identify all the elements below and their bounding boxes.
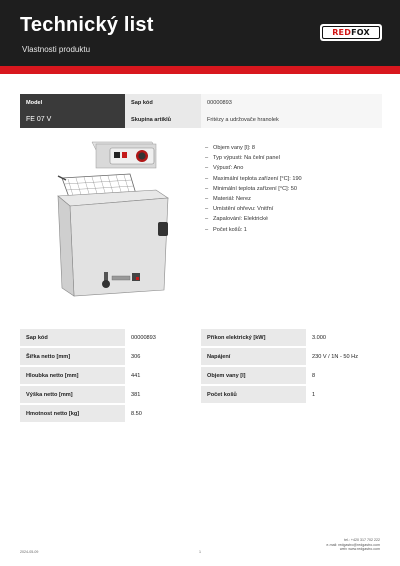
list-item: – Maximální teplota zařízení [°C]: 190	[205, 175, 302, 182]
spec-value: 1	[306, 386, 382, 403]
empty-cell	[201, 405, 306, 422]
table-row	[20, 367, 382, 384]
list-item: – Materiál: Nerez	[205, 195, 251, 202]
list-item: – Umístění ohřevu: Vnitřní	[205, 206, 274, 213]
spec-value: 8	[306, 367, 382, 384]
spec-value: 441	[125, 367, 201, 384]
logo-black-part: FOX	[351, 28, 370, 37]
page-subtitle: Vlastnosti produktu	[22, 45, 91, 54]
group-value: Fritézy a udržovače hranolek	[201, 111, 382, 128]
header-banner	[0, 0, 400, 66]
summary-row	[20, 111, 382, 128]
spec-label: Napájení	[201, 348, 306, 365]
accent-bar	[0, 66, 400, 74]
summary-row	[20, 94, 382, 111]
spec-label: Příkon elektrický [kW]	[201, 329, 306, 346]
sap-value: 00000893	[201, 94, 382, 111]
list-item: – Objem vany [l]: 8	[205, 145, 255, 151]
property-list	[205, 143, 302, 235]
spec-table	[20, 329, 382, 424]
contact-email[interactable]: e-mail: redgastro@redgastro.com	[326, 542, 380, 547]
product-image	[52, 140, 170, 300]
list-item: – Zapalování: Elektrické	[205, 216, 269, 223]
spec-value: 3.000	[306, 329, 382, 346]
empty-cell	[306, 405, 382, 422]
model-label: Model	[20, 94, 125, 111]
sap-label: Sap kód	[125, 94, 201, 111]
redfox-logo	[320, 24, 382, 41]
spec-label: Sap kód	[20, 329, 125, 346]
model-value: FE 07 V	[20, 111, 125, 128]
spec-value: 306	[125, 348, 201, 365]
list-item: – Počet košů: 1	[205, 226, 247, 233]
spec-label: Šířka netto [mm]	[20, 348, 125, 365]
contact-info	[326, 538, 380, 552]
spec-label: Hloubka netto [mm]	[20, 367, 125, 384]
footer-date: 2024-05-09	[20, 550, 39, 554]
spec-label: Objem vany [l]	[201, 367, 306, 384]
table-row	[20, 348, 382, 365]
spec-value: 381	[125, 386, 201, 403]
summary-table	[20, 94, 382, 128]
table-row	[20, 329, 382, 346]
contact-web[interactable]: web: www.redgastro.com	[339, 547, 380, 552]
logo-text	[322, 26, 380, 39]
page-number: 1	[199, 550, 201, 554]
list-item: – Výpusť: Ano	[205, 165, 244, 172]
spec-value: 00000893	[125, 329, 201, 346]
spec-value: 230 V / 1N - 50 Hz	[306, 348, 382, 365]
spec-value: 8.50	[125, 405, 201, 422]
logo-red-part: RED	[332, 28, 352, 37]
page-title: Technický list	[20, 14, 154, 36]
spec-label: Počet košů	[201, 386, 306, 403]
contact-phone: tel.: +420 317 702 222	[344, 538, 380, 542]
list-item: – Minimální teplota zařízení [°C]: 50	[205, 185, 298, 192]
table-row	[20, 405, 382, 422]
list-item: – Typ výpusti: Na čelní panel	[205, 155, 280, 162]
spec-label: Výška netto [mm]	[20, 386, 125, 403]
table-row	[20, 386, 382, 403]
group-label: Skupina artiklů	[125, 111, 201, 128]
spec-label: Hmotnost netto [kg]	[20, 405, 125, 422]
